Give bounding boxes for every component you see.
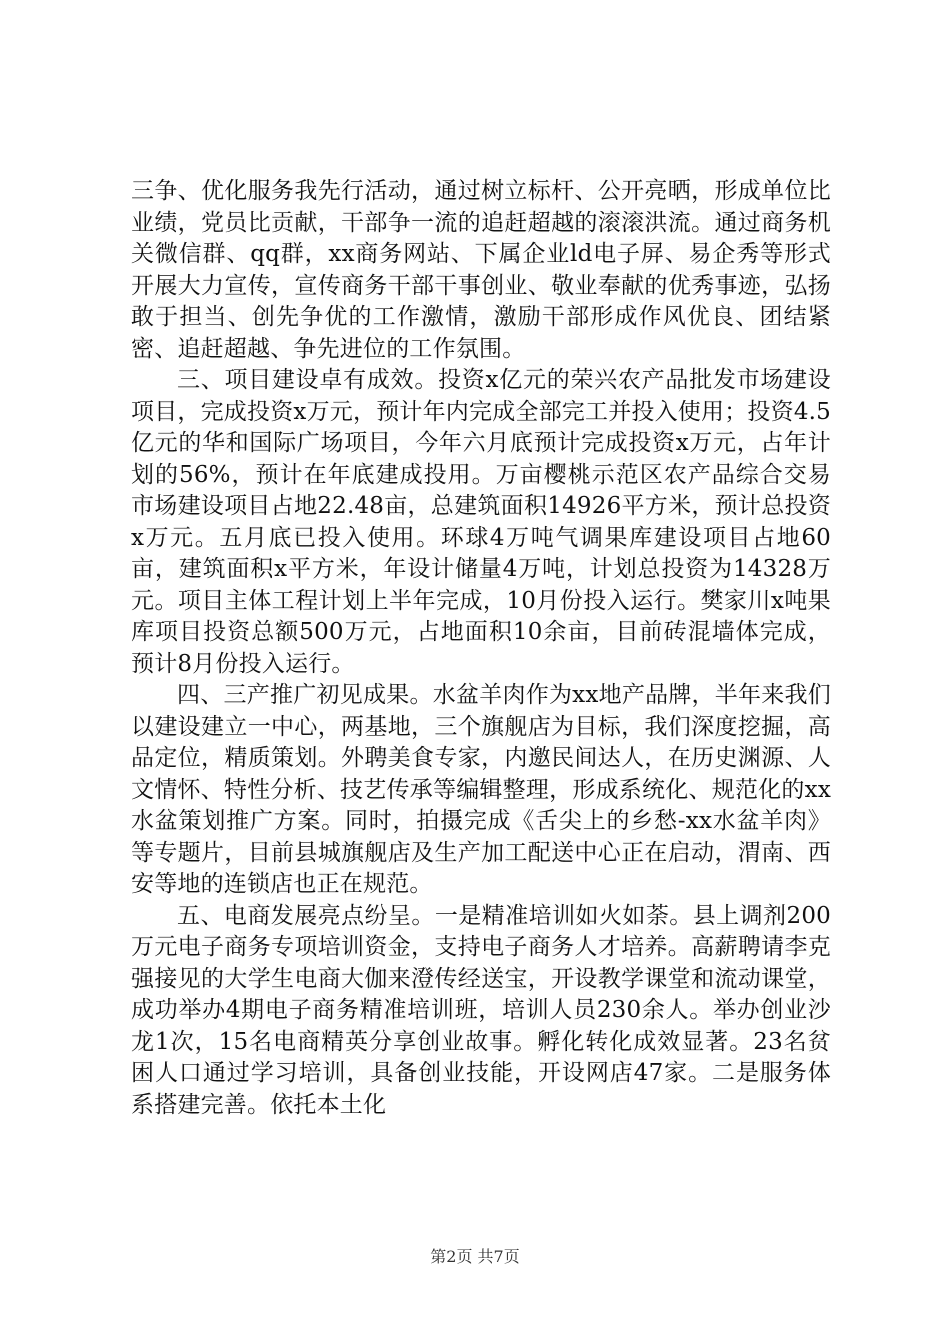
paragraph-activities: 三争、优化服务我先行活动，通过树立标杆、公开亮晒，形成单位比业绩，党员比贡献，干部争一流的追赶超越的滚滚洪流。通过商务机关微信群、qq群，xx商务网站、下属企业ld电子屏、易企秀等形式开展大力宣传，宣传商务干部干事创业、敬业奉献的优秀事迹，弘扬敢于担当、创先争优的工作激情，激励干部形成作风优良、团结紧密、追赶超越、争先进位的工作氛围。: [131, 178, 831, 362]
page-number-footer: 第2页 共7页: [430, 1247, 520, 1266]
document-body: [131, 176, 831, 1121]
paragraph-tertiary-promotion: 四、三产推广初见成果。水盆羊肉作为xx地产品牌，半年来我们以建设建立一中心，两基地，三个旗舰店为目标，我们深度挖掘，高品定位，精质策划。外聘美食专家，内邀民间达人，在历史渊源、人文情怀、特性分析、技艺传承等编辑整理，形成系统化、规范化的xx水盆策划推广方案。同时，拍摄完成《舌尖上的乡愁-xx水盆羊肉》等专题片，目前县城旗舰店及生产加工配送中心正在启动，渭南、西安等地的连锁店也正在规范。: [131, 682, 831, 897]
paragraph-project-construction: 三、项目建设卓有成效。投资x亿元的荣兴农产品批发市场建设项目，完成投资x万元，预计年内完成全部完工并投入使用；投资4.5亿元的华和国际广场项目，今年六月底预计完成投资x万元，占年计划的56%，预计在年底建成投用。万亩樱桃示范区农产品综合交易市场建设项目占地22.48亩，总建筑面积14926平方米，预计总投资x万元。五月底已投入使用。环球4万吨气调果库建设项目占地60亩，建筑面积x平方米，年设计储量4万吨，计划总投资为14328万元。项目主体工程计划上半年完成，10月份投入运行。樊家川x吨果库项目投资总额500万元，占地面积10余亩，目前砖混墙体完成，预计8月份投入运行。: [131, 367, 831, 677]
paragraph-ecommerce-development: 五、电商发展亮点纷呈。一是精准培训如火如荼。县上调剂200万元电子商务专项培训资金，支持电子商务人才培养。高薪聘请李克强接见的大学生电商大伽来澄传经送宝，开设教学课堂和流动课堂，成功举办4期电子商务精准培训班，培训人员230余人。举办创业沙龙1次，15名电商精英分享创业故事。孵化转化成效显著。23名贫困人口通过学习培训，具备创业技能，开设网店47家。二是服务体系搭建完善。依托本土化: [131, 902, 831, 1118]
